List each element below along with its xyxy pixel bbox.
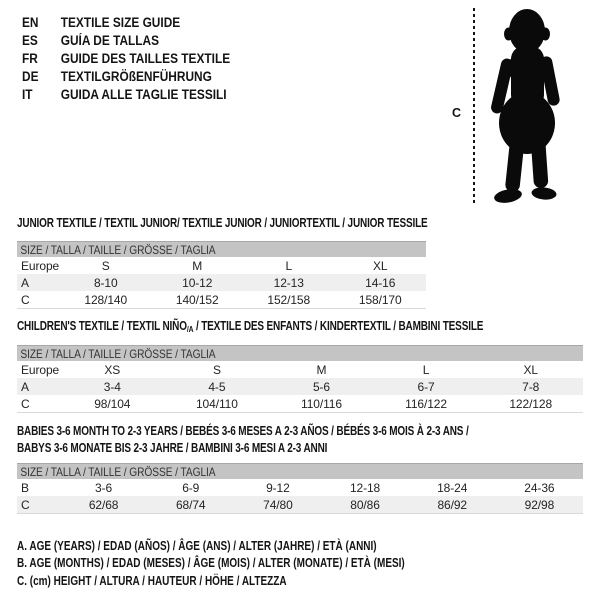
row-label: C — [17, 496, 60, 514]
height-measure-line — [473, 8, 475, 206]
language-label: GUIDE DES TAILLES TEXTILE — [60, 50, 231, 66]
babies-size-table — [17, 463, 583, 514]
size-cell: 86/92 — [409, 496, 496, 514]
table-row — [17, 291, 426, 309]
size-cell: XS — [104, 362, 121, 377]
table-row — [17, 395, 583, 413]
table-row — [17, 378, 583, 395]
size-cell: 98/104 — [60, 395, 165, 413]
footnote: C. (cm) HEIGHT / ALTURA / HAUTEUR / HÖHE / ALTEZZA — [17, 573, 287, 588]
children-heading-text: / TEXTILE DES ENFANTS / KINDERTEXTIL / BAMBINI TESSILE — [193, 319, 484, 333]
language-row — [22, 31, 230, 49]
table-header-bar — [17, 464, 583, 480]
language-label: GUIDA ALLE TAGLIE TESSILI — [60, 86, 227, 102]
language-row — [22, 13, 230, 31]
size-cell: 5-6 — [269, 378, 374, 395]
junior-size-table — [17, 241, 426, 309]
size-cell: 74/80 — [234, 496, 321, 514]
junior-section-heading: JUNIOR TEXTILE / TEXTIL JUNIOR/ TEXTILE JUNIOR / JUNIORTEXTIL / JUNIOR TESSILE — [17, 216, 428, 230]
size-cell: 158/170 — [335, 291, 427, 309]
row-label: A — [17, 378, 60, 395]
children-heading-text: CHILDREN'S TEXTILE / TEXTIL NIÑO — [17, 319, 187, 333]
footnote-list — [17, 538, 502, 590]
language-label: TEXTILGRÖßENFÜHRUNG — [60, 68, 212, 84]
size-cell: 12-13 — [243, 274, 335, 291]
language-list — [22, 13, 259, 103]
table-header-bar — [17, 346, 583, 362]
size-cell: 8-10 — [60, 274, 152, 291]
size-cell: 152/158 — [243, 291, 335, 309]
size-cell: 122/128 — [478, 395, 583, 413]
size-cell: 18-24 — [437, 480, 468, 495]
row-label: C — [17, 291, 60, 309]
footnote: B. AGE (MONTHS) / EDAD (MESES) / ÂGE (MOIS) / ALTER (MONATE) / ETÀ (MESI) — [17, 556, 405, 571]
row-label: B — [21, 480, 29, 495]
language-code: DE — [22, 68, 39, 84]
size-cell: 128/140 — [60, 291, 152, 309]
size-cell: 24-36 — [524, 480, 555, 495]
children-section-heading — [17, 319, 483, 334]
height-measure-label: C — [452, 106, 462, 120]
row-label: Europe — [21, 362, 60, 377]
language-label: TEXTILE SIZE GUIDE — [60, 14, 181, 30]
language-code: FR — [22, 50, 38, 66]
row-label: C — [17, 395, 60, 413]
size-cell: 6-7 — [374, 378, 479, 395]
size-cell: 80/86 — [321, 496, 408, 514]
table-header-bar — [17, 242, 426, 258]
table-row — [17, 479, 583, 496]
size-cell: 62/68 — [60, 496, 147, 514]
size-cell: S — [212, 362, 221, 377]
size-cell: XL — [373, 258, 388, 273]
table-header-label: SIZE / TALLA / TAILLE / GRÖSSE / TAGLIA — [20, 242, 216, 257]
size-cell: 116/122 — [374, 395, 479, 413]
children-heading-subscript: /A — [186, 324, 194, 334]
footnote: A. AGE (YEARS) / EDAD (AÑOS) / ÂGE (ANS) / ALTER (JAHRE) / ETÀ (ANNI) — [17, 539, 377, 553]
size-cell: XL — [523, 362, 538, 377]
size-cell: 68/74 — [147, 496, 234, 514]
language-code: EN — [22, 14, 39, 30]
babies-heading-line1: BABIES 3-6 MONTH TO 2-3 YEARS / BEBÉS 3-6 MESES A 2-3 AÑOS / BÉBÉS 3-6 MOIS À 2-3 ANS / — [17, 424, 469, 438]
size-cell: 4-5 — [165, 378, 270, 395]
size-cell: 14-16 — [335, 274, 427, 291]
size-cell: 104/110 — [165, 395, 270, 413]
size-cell: 92/98 — [496, 496, 583, 514]
size-cell: 3-6 — [95, 480, 113, 495]
children-size-table — [17, 345, 583, 413]
table-row — [17, 496, 583, 514]
language-code: ES — [22, 32, 38, 48]
size-cell: 7-8 — [478, 378, 583, 395]
table-row — [17, 257, 426, 274]
table-row — [17, 274, 426, 291]
language-row — [22, 49, 230, 67]
size-cell: S — [101, 258, 110, 273]
language-row — [22, 67, 230, 85]
size-cell: 140/152 — [152, 291, 244, 309]
size-cell: 10-12 — [152, 274, 244, 291]
size-cell: M — [192, 258, 203, 273]
size-cell: 12-18 — [349, 480, 381, 495]
size-cell: 6-9 — [182, 480, 200, 495]
table-row — [17, 361, 583, 378]
size-cell: M — [316, 362, 327, 377]
babies-heading-line2: BABYS 3-6 MONATE BIS 2-3 JAHRE / BAMBINI 3-6 MESI A 2-3 ANNI — [17, 441, 328, 455]
size-cell: 3-4 — [60, 378, 165, 395]
babies-section-heading — [17, 423, 581, 457]
size-cell: L — [285, 258, 293, 273]
size-cell: 110/116 — [269, 395, 374, 413]
language-row — [22, 85, 230, 103]
size-cell: 9-12 — [266, 480, 290, 495]
table-header-label: SIZE / TALLA / TAILLE / GRÖSSE / TAGLIA — [20, 464, 216, 479]
language-code: IT — [22, 86, 33, 102]
table-header-label: SIZE / TALLA / TAILLE / GRÖSSE / TAGLIA — [20, 346, 216, 361]
size-cell: L — [422, 362, 430, 377]
row-label: A — [17, 274, 60, 291]
language-label: GUÍA DE TALLAS — [60, 32, 160, 48]
toddler-silhouette-icon — [483, 6, 569, 206]
row-label: Europe — [21, 258, 60, 273]
